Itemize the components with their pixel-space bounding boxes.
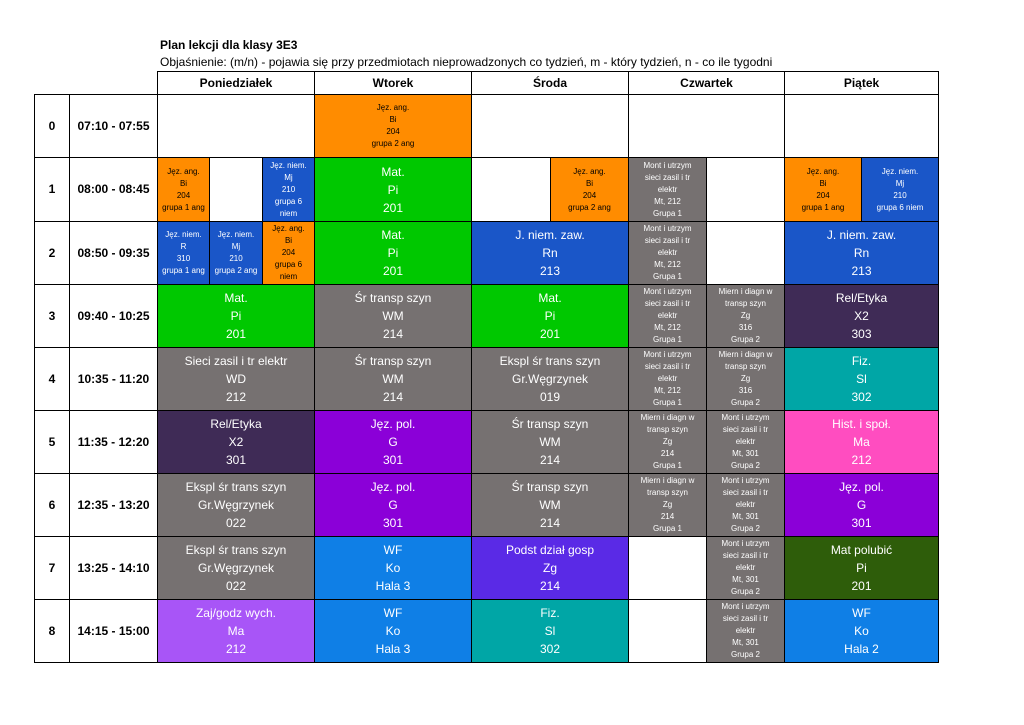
cell-line: WM — [382, 372, 404, 386]
cell-line: elektr — [657, 248, 678, 257]
cell-line: Mat polubić — [830, 543, 893, 557]
cell-line: Pi — [230, 309, 242, 323]
lesson-number: 8 — [35, 600, 70, 663]
cell-line: 201 — [225, 327, 247, 341]
lesson-cell — [785, 285, 939, 348]
legend-note: Objaśnienie: (m/n) - pojawia się przy przedmiotach nieprowadzonych co tydzień, m - który tydzień, n - co ile tygodni — [160, 55, 773, 69]
lesson-number: 5 — [35, 411, 70, 474]
cell-line: transp szyn — [725, 299, 766, 308]
cell-line: WF — [383, 606, 403, 620]
lesson-time: 09:40 - 10:25 — [70, 285, 158, 348]
cell-line: 210 — [229, 254, 243, 263]
empty-slot — [629, 95, 785, 158]
cell-line: 214 — [660, 512, 675, 521]
lesson-time: 14:15 - 15:00 — [70, 600, 158, 663]
day-header-friday: Piątek — [785, 72, 939, 95]
cell-line: Hala 3 — [375, 642, 411, 656]
cell-line: Jęz. pol. — [370, 480, 416, 494]
lesson-number: 0 — [35, 95, 70, 158]
lesson-cell — [707, 285, 785, 348]
lesson-row-3 — [35, 285, 939, 348]
cell-line: Hala 2 — [844, 642, 879, 656]
cell-line: Jęz. ang. — [376, 103, 410, 112]
cell-line: sieci zasil i tr — [644, 236, 691, 245]
cell-line: Grupa 1 — [653, 335, 682, 344]
cell-line: 201 — [382, 200, 404, 215]
cell-line: Jęz. ang. — [806, 166, 840, 176]
cell-line: sieci zasil i tr — [722, 425, 769, 434]
lesson-cell — [315, 158, 472, 222]
cell-line: Mont i utrzym — [643, 224, 692, 233]
cell-line: 302 — [851, 390, 872, 404]
lesson-cell — [707, 474, 785, 537]
cell-line: 214 — [382, 390, 404, 404]
cell-line: 204 — [816, 190, 830, 200]
cell-line: Jęz. ang. — [272, 224, 305, 233]
cell-line: Grupa 1 — [653, 398, 682, 407]
cell-line: Śr transp szyn — [511, 417, 589, 431]
cell-line: Mt, 212 — [654, 260, 681, 269]
lesson-cell — [472, 474, 629, 537]
lesson-cell — [707, 537, 785, 600]
lesson-row-5 — [35, 411, 939, 474]
cell-line: Jęz. pol. — [370, 417, 416, 431]
empty-slot — [158, 95, 315, 158]
cell-line: 316 — [738, 323, 753, 332]
day-header-tuesday: Wtorek — [315, 72, 472, 95]
lesson-cell — [315, 95, 472, 158]
cell-line: Grupa 2 — [731, 398, 760, 407]
cell-line: G — [856, 498, 867, 512]
cell-line: Zg — [662, 500, 673, 509]
cell-line: Grupa 1 — [653, 208, 682, 218]
cell-line: 301 — [851, 516, 872, 530]
lesson-cell — [629, 285, 707, 348]
cell-line: Grupa 2 — [731, 461, 760, 470]
lesson-time: 07:10 - 07:55 — [70, 95, 158, 158]
cell-line: R — [180, 242, 187, 251]
cell-line: elektr — [735, 626, 756, 635]
cell-line: Grupa 2 — [731, 524, 760, 533]
cell-line: Bi — [389, 115, 397, 124]
cell-line: Miern i diagn w — [640, 476, 695, 485]
lesson-cell — [158, 600, 315, 663]
cell-line: Pi — [544, 309, 556, 323]
cell-line: Ma — [853, 435, 870, 449]
cell-line: 213 — [539, 264, 561, 278]
cell-line: Rn — [542, 246, 558, 260]
cell-line: Pi — [856, 561, 867, 575]
lesson-cell — [785, 600, 939, 663]
cell-line: Mt, 301 — [732, 575, 759, 584]
cell-line: Śr transp szyn — [354, 354, 432, 368]
lesson-cell — [629, 222, 707, 285]
cell-line: Miern i diagn w — [718, 287, 773, 296]
cell-line: Zg — [740, 311, 751, 320]
cell-line: Grupa 1 — [653, 524, 682, 533]
cell-line: J. niem. zaw. — [515, 228, 585, 242]
cell-line: Mat. — [381, 228, 405, 242]
empty-slot — [210, 158, 263, 222]
cell-line: Miern i diagn w — [718, 350, 773, 359]
cell-line: elektr — [657, 311, 678, 320]
cell-line: Mj — [895, 178, 905, 188]
cell-line: 301 — [382, 516, 404, 530]
cell-line: 316 — [738, 386, 753, 395]
cell-line: elektr — [657, 374, 678, 383]
cell-line: niem — [279, 208, 298, 218]
lesson-cell — [629, 158, 707, 222]
lesson-number: 3 — [35, 285, 70, 348]
cell-line: Jęz. ang. — [573, 166, 606, 176]
lesson-cell — [629, 474, 707, 537]
cell-line: Jęz. niem. — [165, 230, 202, 239]
lesson-cell — [315, 411, 472, 474]
cell-line: 310 — [176, 254, 191, 263]
cell-line: 212 — [225, 390, 247, 404]
cell-line: Śr transp szyn — [354, 291, 432, 305]
lesson-cell — [210, 222, 263, 285]
cell-line: 204 — [176, 190, 191, 200]
cell-line: Grupa 1 — [653, 461, 682, 470]
empty-slot — [629, 600, 707, 663]
cell-line: sieci zasil i tr — [644, 299, 691, 308]
cell-line: Mat. — [224, 291, 248, 305]
cell-line: Bi — [585, 178, 594, 188]
empty-slot — [472, 158, 551, 221]
cell-line: 214 — [539, 579, 561, 593]
lesson-time: 12:35 - 13:20 — [70, 474, 158, 537]
cell-line: Mont i utrzym — [721, 539, 770, 548]
lesson-cell — [263, 222, 315, 285]
lesson-row-0 — [35, 95, 939, 158]
cell-line: grupa 2 ang — [568, 202, 611, 212]
empty-slot — [472, 95, 629, 158]
cell-line: 204 — [281, 248, 296, 257]
lesson-row-2 — [35, 222, 939, 285]
lesson-cell — [158, 222, 210, 285]
lesson-cell — [315, 537, 472, 600]
empty-slot — [629, 537, 707, 600]
cell-line: transp szyn — [725, 362, 766, 371]
cell-line: grupa 2 ang — [371, 139, 415, 148]
cell-line: 214 — [539, 453, 561, 467]
lesson-row-6 — [35, 474, 939, 537]
lesson-cell — [707, 348, 785, 411]
lesson-cell — [472, 222, 629, 285]
cell-line: Bi — [179, 178, 188, 188]
cell-line: Mont i utrzym — [721, 413, 770, 422]
lesson-number: 2 — [35, 222, 70, 285]
day-header-thursday: Czwartek — [629, 72, 785, 95]
cell-line: WM — [539, 435, 561, 449]
cell-line: Mont i utrzym — [721, 476, 770, 485]
lesson-cell — [785, 348, 939, 411]
cell-line: Jęz. pol. — [839, 480, 884, 494]
lesson-cell — [158, 411, 315, 474]
cell-line: 022 — [225, 579, 247, 593]
cell-line: Mat. — [381, 164, 405, 179]
cell-line: Grupa 1 — [653, 272, 682, 281]
day-header-wednesday: Środa — [472, 72, 629, 95]
lesson-row-4 — [35, 348, 939, 411]
cell-line: WF — [383, 543, 403, 557]
cell-line: 214 — [660, 449, 675, 458]
cell-line: transp szyn — [647, 425, 688, 434]
cell-line: Zaj/godz wych. — [195, 606, 277, 620]
cell-line: niem — [279, 272, 298, 281]
cell-line: grupa 2 ang — [214, 266, 258, 275]
cell-line: Rn — [853, 246, 870, 260]
cell-line: Ko — [385, 561, 401, 575]
cell-line: WD — [226, 372, 246, 386]
empty-slot — [785, 95, 939, 158]
lesson-cell — [158, 348, 315, 411]
cell-line: grupa 6 — [274, 260, 303, 269]
cell-line: Zg — [662, 437, 673, 446]
cell-line: Gr.Węgrzynek — [197, 498, 275, 512]
lesson-cell — [629, 411, 707, 474]
cell-line: Ko — [385, 624, 401, 638]
cell-line: 204 — [386, 127, 400, 136]
lesson-cell — [472, 285, 629, 348]
lesson-number: 6 — [35, 474, 70, 537]
cell-line: grupa 1 ang — [162, 266, 205, 275]
cell-line: Ekspl śr trans szyn — [185, 480, 287, 494]
lesson-cell — [785, 474, 939, 537]
cell-line: Śr transp szyn — [511, 480, 589, 494]
cell-line: elektr — [735, 437, 756, 446]
cell-line: grupa 1 ang — [162, 202, 205, 212]
cell-line: Jęz. ang. — [167, 166, 200, 176]
cell-line: elektr — [735, 500, 756, 509]
cell-line: Grupa 2 — [731, 587, 760, 596]
cell-line: WM — [539, 498, 561, 512]
cell-line: Ma — [227, 624, 245, 638]
cell-line: Jęz. niem. — [881, 166, 919, 176]
lesson-cell — [315, 474, 472, 537]
cell-line: Fiz. — [540, 606, 560, 620]
cell-line: Mat. — [538, 291, 562, 305]
cell-line: Grupa 2 — [731, 335, 760, 344]
cell-line: Zg — [740, 374, 751, 383]
cell-line: grupa 6 — [274, 196, 303, 206]
cell-line: 210 — [893, 190, 907, 200]
lesson-cell — [158, 158, 210, 222]
lesson-cell — [263, 158, 315, 222]
cell-line: sieci zasil i tr — [644, 172, 691, 182]
cell-line: sieci zasil i tr — [722, 551, 769, 560]
cell-line: 302 — [539, 642, 561, 656]
cell-line: Mt, 301 — [732, 512, 759, 521]
cell-line: Grupa 2 — [731, 650, 760, 659]
cell-line: transp szyn — [647, 488, 688, 497]
cell-line: 201 — [851, 579, 872, 593]
cell-line: 303 — [851, 327, 872, 341]
cell-line: G — [388, 435, 398, 449]
cell-line: Mont i utrzym — [643, 350, 692, 359]
lesson-cell — [551, 158, 628, 221]
lesson-cell — [472, 600, 629, 663]
lesson-cell — [785, 222, 939, 285]
lesson-time: 11:35 - 12:20 — [70, 411, 158, 474]
cell-line: J. niem. zaw. — [826, 228, 897, 242]
cell-line: WF — [852, 606, 871, 620]
cell-line: Jęz. niem. — [270, 160, 307, 170]
lesson-cell — [785, 158, 862, 222]
cell-line: Sl — [856, 372, 867, 386]
cell-line: Ekspl śr trans szyn — [185, 543, 287, 557]
cell-line: Fiz. — [851, 354, 872, 368]
lesson-row-1 — [35, 158, 939, 222]
cell-line: Sieci zasil i tr elektr — [184, 354, 288, 368]
cell-line: sieci zasil i tr — [722, 614, 769, 623]
cell-line: 204 — [582, 190, 597, 200]
cell-line: elektr — [657, 184, 678, 194]
lesson-cell — [629, 348, 707, 411]
cell-line: Bi — [819, 178, 827, 188]
cell-line: Jęz. niem. — [217, 230, 255, 239]
cell-line: Mont i utrzym — [643, 160, 692, 170]
lesson-cell — [158, 285, 315, 348]
cell-line: G — [388, 498, 398, 512]
lesson-number: 7 — [35, 537, 70, 600]
cell-line: Ko — [854, 624, 869, 638]
cell-line: 301 — [225, 453, 247, 467]
cell-line: 214 — [382, 327, 404, 341]
cell-line: Gr.Węgrzynek — [511, 372, 589, 386]
lesson-cell — [472, 411, 629, 474]
cell-line: Hist. i społ. — [832, 417, 891, 431]
lesson-cell — [315, 222, 472, 285]
page-title: Plan lekcji dla klasy 3E3 — [160, 38, 298, 52]
lesson-cell — [315, 285, 472, 348]
lesson-cell — [158, 537, 315, 600]
header-row — [35, 72, 939, 95]
cell-line: X2 — [854, 309, 869, 323]
lesson-cell — [707, 600, 785, 663]
cell-line: Mont i utrzym — [721, 602, 770, 611]
cell-line: Ekspl śr trans szyn — [499, 354, 601, 368]
wednesday-split — [472, 158, 629, 222]
cell-line: 213 — [851, 264, 872, 278]
lesson-time: 08:00 - 08:45 — [70, 158, 158, 222]
cell-line: 212 — [851, 453, 872, 467]
cell-line: Mj — [284, 172, 293, 182]
cell-line: Podst dział gosp — [505, 543, 595, 557]
lesson-cell — [862, 158, 939, 222]
empty-slot — [707, 222, 785, 285]
cell-line: Hala 3 — [375, 579, 411, 593]
lesson-cell — [158, 474, 315, 537]
cell-line: X2 — [228, 435, 244, 449]
cell-line: Sl — [544, 624, 556, 638]
cell-line: 019 — [539, 390, 561, 404]
cell-line: Mt, 301 — [732, 449, 759, 458]
timetable — [34, 71, 939, 663]
cell-line: Bi — [284, 236, 293, 245]
cell-line: Mj — [231, 242, 241, 251]
lesson-cell — [472, 348, 629, 411]
cell-line: 214 — [539, 516, 561, 530]
lesson-time: 13:25 - 14:10 — [70, 537, 158, 600]
lesson-time: 08:50 - 09:35 — [70, 222, 158, 285]
empty-slot — [707, 158, 785, 222]
cell-line: Mt, 212 — [654, 323, 681, 332]
lesson-cell — [785, 411, 939, 474]
cell-line: 301 — [382, 453, 404, 467]
lesson-cell — [785, 537, 939, 600]
cell-line: 210 — [281, 184, 296, 194]
cell-line: Mt, 212 — [654, 196, 681, 206]
lesson-number: 4 — [35, 348, 70, 411]
cell-line: Mont i utrzym — [643, 287, 692, 296]
cell-line: Mt, 301 — [732, 638, 759, 647]
day-header-monday: Poniedziałek — [158, 72, 315, 95]
cell-line: 201 — [539, 327, 561, 341]
cell-line: elektr — [735, 563, 756, 572]
cell-line: grupa 1 ang — [801, 202, 845, 212]
lesson-cell — [472, 537, 629, 600]
cell-line: Rel/Etyka — [835, 291, 888, 305]
cell-line: 022 — [225, 516, 247, 530]
cell-line: Rel/Etyka — [210, 417, 262, 431]
cell-line: sieci zasil i tr — [722, 488, 769, 497]
lesson-number: 1 — [35, 158, 70, 222]
cell-line: Miern i diagn w — [640, 413, 695, 422]
lesson-cell — [315, 600, 472, 663]
cell-line: Pi — [387, 182, 399, 197]
cell-line: Gr.Węgrzynek — [197, 561, 275, 575]
lesson-time: 10:35 - 11:20 — [70, 348, 158, 411]
lesson-row-8 — [35, 600, 939, 663]
cell-line: WM — [382, 309, 404, 323]
cell-line: Pi — [387, 246, 399, 260]
cell-line: 201 — [382, 264, 404, 278]
cell-line: grupa 6 niem — [876, 202, 924, 212]
cell-line: Zg — [542, 561, 557, 575]
cell-line: 212 — [225, 642, 247, 656]
lesson-cell — [315, 348, 472, 411]
cell-line: sieci zasil i tr — [644, 362, 691, 371]
lesson-row-7 — [35, 537, 939, 600]
cell-line: Mt, 212 — [654, 386, 681, 395]
lesson-cell — [707, 411, 785, 474]
